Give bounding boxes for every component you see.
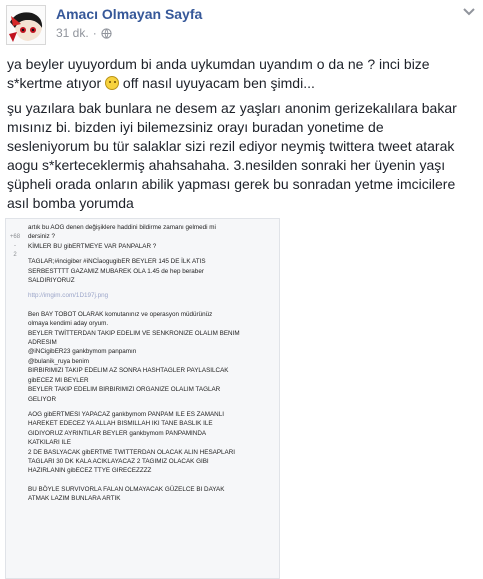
text-line: mısınız bi. bizden iyi bilemezsiniz orayı buradan yonetime de: [7, 119, 384, 135]
text-line: sesleniyorum bu tür salaklar sizi rezil ediyor neymiş twittera tweet atarak: [7, 138, 455, 154]
text-line: asıl bomba yorumda: [7, 195, 134, 211]
meta-separator: ·: [92, 26, 97, 40]
text-fragment: off nasıl uyuyacam ben şimdi...: [119, 75, 315, 91]
forum-line: ATMAK LAZIM BUNLARA ARTIK: [28, 495, 121, 503]
downvote-count: 2: [13, 252, 17, 258]
post-text-paragraph-2: [7, 99, 475, 213]
forum-line: GELIYOR: [28, 395, 56, 403]
text-line: [7, 74, 475, 93]
text-line: aogu s*kerteceklermiş ahahsahaha. 3.nesilden sonraki her üyenin yaşı: [7, 157, 446, 173]
page-name-link[interactable]: Amacı Olmayan Sayfa: [56, 6, 203, 22]
forum-line: gibECEZ MI BEYLER: [28, 376, 89, 384]
text-line: ya beyler uyuyordum bi anda uykumdan uyandım o da ne ? inci bize: [7, 56, 430, 72]
post-meta: [56, 26, 112, 42]
forum-line: BEYLER TWİTTERDAN TAKIP EDELIM VE SENKRONIZE OLALIM BENIM: [28, 329, 240, 337]
forum-line: artık bu AOG denen değişiklere haddini bildirme zamanı gelmedi mi: [28, 224, 216, 231]
vote-counter: [6, 233, 24, 260]
post-header: [6, 5, 476, 49]
forum-line: GIDIYORUZ AYRINTILAR BEYLER gankbymom PANPAMINDA: [28, 429, 207, 437]
post-text-paragraph-1: [7, 55, 475, 93]
text-line: şu yazılara bak bunlara ne desem az yaşları anonim gerizekalılara bakar: [7, 100, 457, 116]
chevron-down-icon[interactable]: [462, 5, 476, 17]
forum-line: @bulanik_ruya benim: [28, 357, 89, 365]
frown-emoji-icon: [105, 76, 119, 90]
page-avatar-icon[interactable]: [6, 5, 46, 45]
forum-line: SERBESTTTT GAZAMIZ MUBAREK OLA 1.45 de hep beraber: [28, 267, 204, 275]
text-line: şüpheli orada onların abilik yapması gerek bu sonradan yetme imcicilere: [7, 176, 456, 192]
forum-line: @iNCigibER23 gankbymom panpamın: [28, 348, 137, 356]
forum-line: AOG gibERTMESI YAPACAZ gankbymom PANPAM ILE ES ZAMANLI: [28, 410, 224, 418]
forum-line: BU BÖYLE SURVIVORLA FALAN OLMAYACAK GÜZELCE BI DAYAK: [28, 485, 225, 493]
forum-line: Ben BAY TOBOT OLARAK komutanınız ve operasyon müdürünüz: [28, 310, 213, 318]
forum-line: KİMLER BU gibERTMEYE VAR PANPALAR ?: [28, 242, 157, 250]
forum-line: ADRESIM: [28, 339, 57, 347]
forum-line: dersiniz ?: [28, 233, 55, 241]
attached-screenshot-image[interactable]: [5, 218, 280, 579]
forum-line: TAGLAR;#incigiber #iNCİaogugibER BEYLER 145 DE İLK ATIS: [28, 258, 206, 266]
forum-post-content: [28, 223, 274, 510]
forum-line: TAGLARI 30 DK KALA ACIKLAYACAZ 2 TAGIMIZ OLACAK GIBI: [28, 457, 209, 465]
forum-line: BIRBIRIMIZI TAKIP EDELIM AZ SONRA HASHTAGLER PAYLASILCAK: [28, 367, 229, 375]
text-fragment: s*kertme atıyor: [7, 75, 102, 91]
forum-line: SALDIRIYORUZ: [28, 277, 75, 285]
forum-line: KATKILARI ILE: [28, 439, 71, 447]
forum-line: olmaya kendimi aday oryum.: [28, 320, 109, 328]
post-timestamp[interactable]: 31 dk.: [56, 26, 89, 40]
globe-icon[interactable]: [101, 28, 112, 42]
forum-line: HAZIRLANIN gibECEZ TTYE GIRECEZZZZ: [28, 467, 152, 475]
forum-line: HAREKET EDECEZ YA ALLAH BISMILLAH IKI TANE BASLIK ILE: [28, 420, 213, 428]
vote-separator: -: [14, 243, 16, 249]
forum-line: BEYLER TAKIP EDELIM BIRBIRIMIZI ORGANIZE OLALIM TAGLAR: [28, 386, 221, 394]
upvote-count: +68: [9, 234, 21, 240]
forum-image-link: http://imgim.com/1D197j.png: [28, 292, 109, 300]
forum-line: 2 DE BASLYACAK gibERTME TWITTERDAN OLACAK ALIN HESAPLARI: [28, 448, 236, 456]
